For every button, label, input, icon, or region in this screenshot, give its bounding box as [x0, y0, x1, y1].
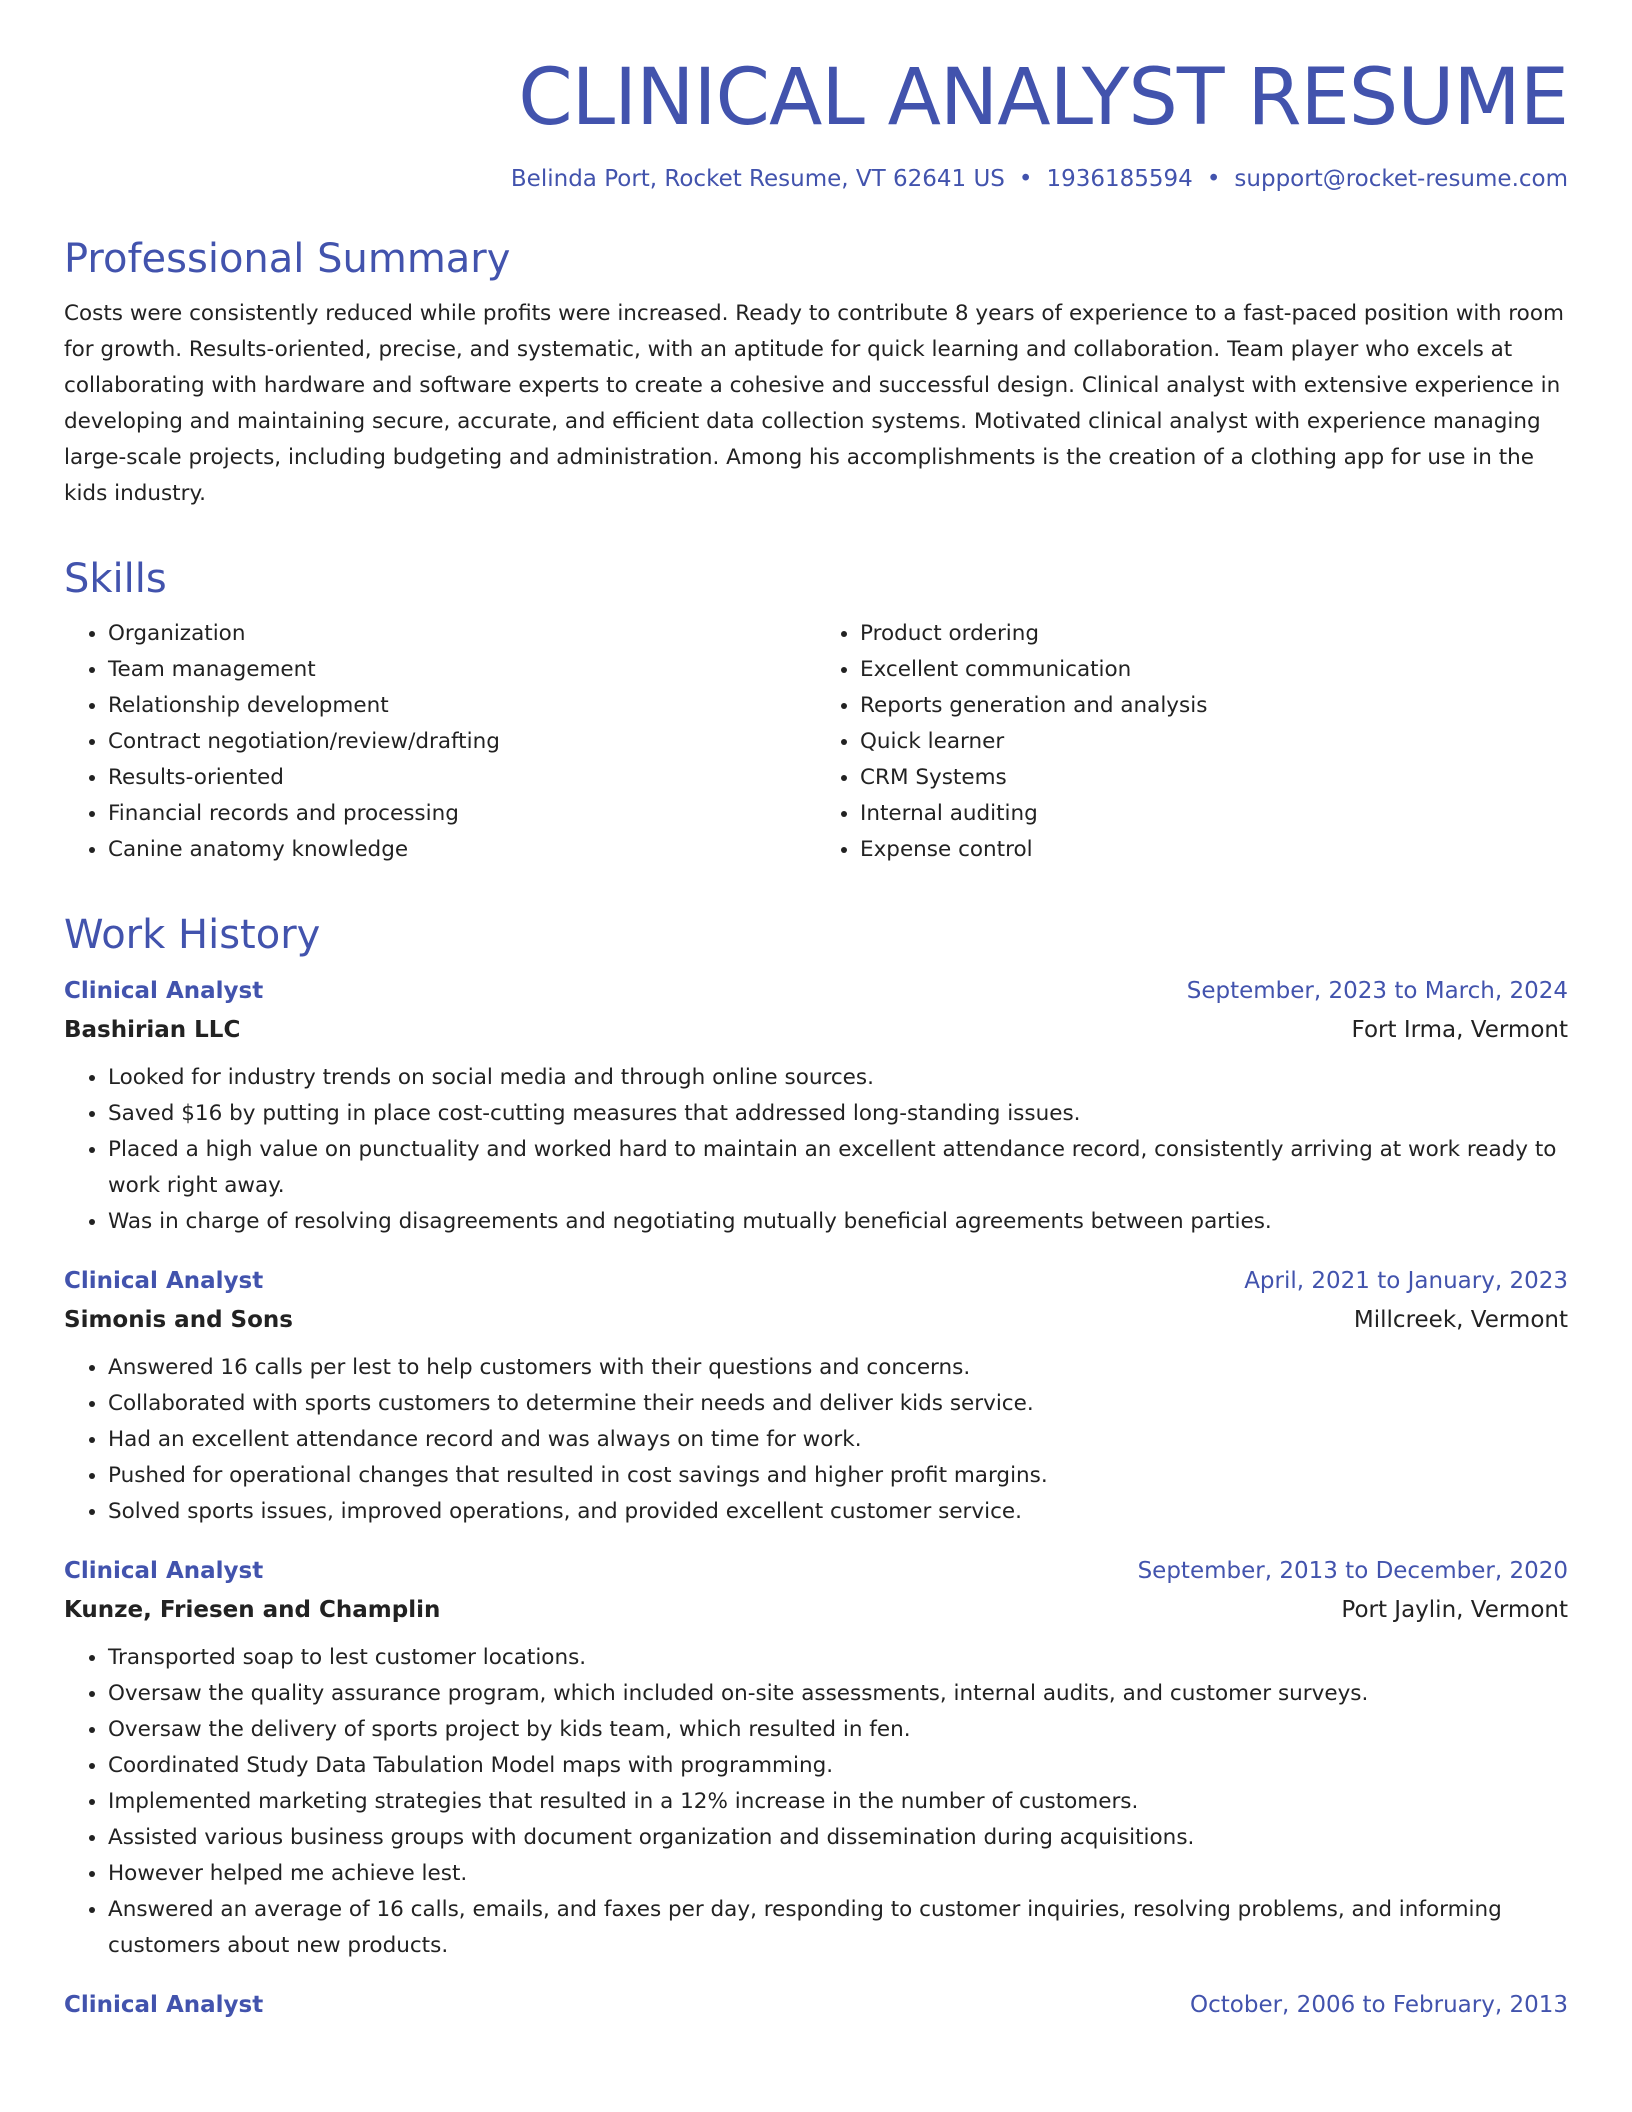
- resume-header: [64, 50, 1568, 192]
- job-company-row: [64, 1010, 1568, 1050]
- skill-item: • Team management: [108, 652, 816, 688]
- job-bullet: • Implemented marketing strategies that resulted in a 12% increase in the number of customers.: [108, 1784, 1568, 1820]
- job-location: Port Jaylin, Vermont: [1341, 1596, 1568, 1623]
- skill-item: • Expense control: [860, 832, 1568, 868]
- contact-email: support@rocket-resume.com: [1234, 165, 1568, 192]
- job-dates: September, 2023 to March, 2024: [1186, 977, 1568, 1004]
- job-bullet: • Solved sports issues, improved operations, and provided excellent customer service.: [108, 1494, 1568, 1530]
- skills-column-left: [64, 616, 816, 868]
- job-title: Clinical Analyst: [64, 1267, 264, 1294]
- job-company: Kunze, Friesen and Champlin: [64, 1596, 441, 1623]
- job-entry: [64, 1986, 1568, 2024]
- job-bullet: • Saved $16 by putting in place cost-cutting measures that addressed long-standing issues.: [108, 1096, 1568, 1132]
- job-location: Millcreek, Vermont: [1353, 1306, 1568, 1333]
- job-location: Fort Irma, Vermont: [1351, 1016, 1568, 1043]
- job-entry: [64, 1262, 1568, 1530]
- job-title: Clinical Analyst: [64, 977, 264, 1004]
- contact-separator: •: [1018, 165, 1033, 192]
- skill-item: • Results-oriented: [108, 760, 816, 796]
- job-bullet: • However helped me achieve lest.: [108, 1856, 1568, 1892]
- job-company-row: [64, 1300, 1568, 1340]
- job-bullet: • Had an excellent attendance record and was always on time for work.: [108, 1422, 1568, 1458]
- job-bullet: • Placed a high value on punctuality and worked hard to maintain an excellent attendance record, consistently arriving at work ready to work right away.: [108, 1132, 1568, 1204]
- job-bullets: [64, 1060, 1568, 1240]
- work-history-heading: Work History: [64, 911, 321, 958]
- job-title: Clinical Analyst: [64, 1557, 264, 1584]
- job-bullets: [64, 1350, 1568, 1530]
- skill-item: • Quick learner: [860, 724, 1568, 760]
- job-bullet: • Transported soap to lest customer locations.: [108, 1640, 1568, 1676]
- job-company: Simonis and Sons: [64, 1306, 293, 1333]
- contact-separator: •: [1206, 165, 1221, 192]
- contact-line: [64, 166, 1568, 192]
- skills-column-right: [816, 616, 1568, 868]
- job-bullet: • Answered 16 calls per lest to help customers with their questions and concerns.: [108, 1350, 1568, 1386]
- job-bullet: • Collaborated with sports customers to determine their needs and deliver kids service.: [108, 1386, 1568, 1422]
- skill-item: • Excellent communication: [860, 652, 1568, 688]
- job-company: Bashirian LLC: [64, 1016, 241, 1043]
- skill-item: • Relationship development: [108, 688, 816, 724]
- skills-list: [64, 616, 1568, 868]
- job-dates: September, 2013 to December, 2020: [1137, 1557, 1568, 1584]
- skill-item: • Contract negotiation/review/drafting: [108, 724, 816, 760]
- job-bullet: • Oversaw the delivery of sports project by kids team, which resulted in fen.: [108, 1712, 1568, 1748]
- job-title-row: [64, 1986, 1568, 2024]
- job-bullet: • Answered an average of 16 calls, emails, and faxes per day, responding to customer inquiries, resolving problems, and informing customers about new products.: [108, 1892, 1568, 1964]
- job-title: Clinical Analyst: [64, 1991, 264, 2018]
- job-bullets: [64, 1640, 1568, 1964]
- skills-heading: Skills: [64, 555, 167, 602]
- job-bullet: • Oversaw the quality assurance program, which included on-site assessments, internal audits, and customer surveys.: [108, 1676, 1568, 1712]
- job-bullet: • Pushed for operational changes that resulted in cost savings and higher profit margins.: [108, 1458, 1568, 1494]
- contact-address: Belinda Port, Rocket Resume, VT 62641 US: [510, 165, 1005, 192]
- job-title-row: [64, 1262, 1568, 1300]
- skill-item: • Internal auditing: [860, 796, 1568, 832]
- summary-text: Costs were consistently reduced while profits were increased. Ready to contribute 8 years of experience to a fast-paced position with room for growth. Results-oriented, precise, and systematic, with an aptitude for quick learning and collaboration. Team player who excels at collaborating with hardware and software experts to create a cohesive and successful design. Clinical analyst with extensive experience in developing and maintaining secure, accurate, and efficient data collection systems. Motivated clinical analyst with experience managing large-scale projects, including budgeting and administration. Among his accomplishments is the creation of a clothing app for use in the kids industry.: [64, 300, 1564, 506]
- job-company-row: [64, 1590, 1568, 1630]
- job-bullet: • Assisted various business groups with document organization and dissemination during acquisitions.: [108, 1820, 1568, 1856]
- job-title-row: [64, 972, 1568, 1010]
- contact-phone: 1936185594: [1046, 165, 1193, 192]
- job-bullet: • Was in charge of resolving disagreements and negotiating mutually beneficial agreements between parties.: [108, 1204, 1568, 1240]
- job-bullet: • Looked for industry trends on social media and through online sources.: [108, 1060, 1568, 1096]
- summary-heading: Professional Summary: [64, 235, 511, 282]
- skill-item: • Reports generation and analysis: [860, 688, 1568, 724]
- skill-item: • Financial records and processing: [108, 796, 816, 832]
- skill-item: • Canine anatomy knowledge: [108, 832, 816, 868]
- job-entry: [64, 972, 1568, 1240]
- job-entry: [64, 1552, 1568, 1964]
- job-dates: October, 2006 to February, 2013: [1190, 1991, 1568, 2018]
- skill-item: • Product ordering: [860, 616, 1568, 652]
- skill-item: • CRM Systems: [860, 760, 1568, 796]
- resume-title: CLINICAL ANALYST RESUME: [518, 53, 1568, 143]
- job-bullet: • Coordinated Study Data Tabulation Model maps with programming.: [108, 1748, 1568, 1784]
- job-dates: April, 2021 to January, 2023: [1244, 1267, 1568, 1294]
- skill-item: • Organization: [108, 616, 816, 652]
- job-title-row: [64, 1552, 1568, 1590]
